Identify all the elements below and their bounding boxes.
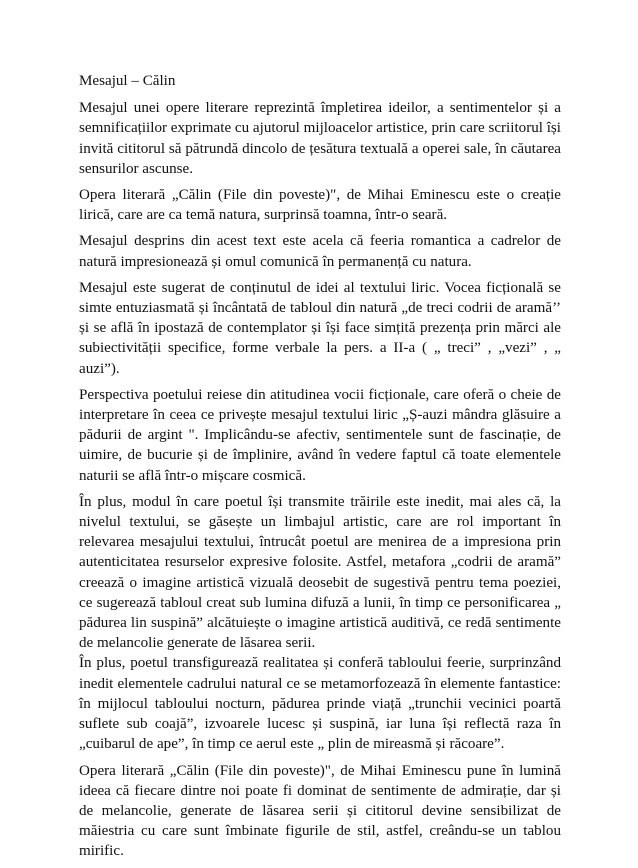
paragraph-content: Mesajul este sugerat de conținutul de idei al textului liric. Vocea ficțională se simte entuziasmată și încântată de tabloul din natură „de treci codrii de aramă’’ și se află în ipostază de contemplator și își face simțită prezența prin mărci ale subiectivității specifice, forme verbale la pers. a II-a ( „ treci” , „vezi” , „ auzi”). [79, 279, 561, 377]
document-title: Mesajul – Călin [79, 73, 176, 89]
document-page [79, 71, 561, 868]
paragraph-conclusion: Opera literară „Călin (File din poveste)", de Mihai Eminescu pune în lumină ideea că fiecare dintre noi poate fi dominat de sentimente de admirație, dar și de melancolie, generate de lăsarea serii și cititorul devine sensibilizat de măiestria cu care sunt îmbinate figurile de stil, astfel, creându-se un tablou mirific. [79, 762, 561, 860]
paragraph-transfiguration: În plus, poetul transfigurează realitatea și conferă tabloului feerie, surprinzând inedit elementele cadrului natural ce se metamorfozează în elemente fantastice: în mijlocul tabloului nocturn, pădurea prinde viață „trunchii vecinici poartă suflete sub coajă”, izvoarele lucesc și suspină, iar luna își reflectă raza în „cuibarul de ape”, în timp ce aerul este „ plin de mireasmă și răcoare”. [79, 655, 561, 753]
paragraph-message: Mesajul desprins din acest text este acela că feeria romantica a cadrelor de natură impresionează și omul comunică în permanență cu natura. [79, 233, 561, 270]
paragraph-intro: Opera literară „Călin (File din poveste)", de Mihai Eminescu este o creație lirică, care are ca temă natura, surprinsă toamna, într-o seară. [79, 187, 561, 224]
paragraph-language: În plus, modul în care poetul își transmite trăirile este inedit, mai ales că, la nivelul textului, se găsește un limbajul artistic, care are rol important în relevarea mesajului textului, întrucât poetul are menirea de a impresiona prin autenticitatea resurselor expresive folosite. Astfel, metafora „codrii de aramă” creează o imagine artistică vizuală deosebit de sugestivă pentru tema poeziei, ce sugerează tabloul creat sub lumina difuză a lunii, în timp ce personificarea „ pădurea lin suspină” alcătuiește o imagine artistică auditivă, ce redă sentimente de melancolie generate de lăsarea serii. [79, 493, 561, 652]
paragraph-definition: Mesajul unei opere literare reprezintă împletirea ideilor, a sentimentelor și a semnificațiilor exprimate cu ajutorul mijloacelor artistice, prin care scriitorul își invită cititorul să pătrundă dincolo de țesătura textuală a operei sale, în căutarea sensurilor ascunse. [79, 100, 561, 177]
paragraph-perspective: Perspectiva poetului reiese din atitudinea vocii ficționale, care oferă o cheie de interpretare în ceea ce privește mesajul textului liric „Ș-auzi mândra glăsuire a pădurii de argint ". Implicându-se afectiv, sentimentele sunt de fascinație, de uimire, de bucurie și de împlinire, având în vedere faptul că toate elementele naturii se află într-o mișcare cosmică. [79, 386, 561, 484]
